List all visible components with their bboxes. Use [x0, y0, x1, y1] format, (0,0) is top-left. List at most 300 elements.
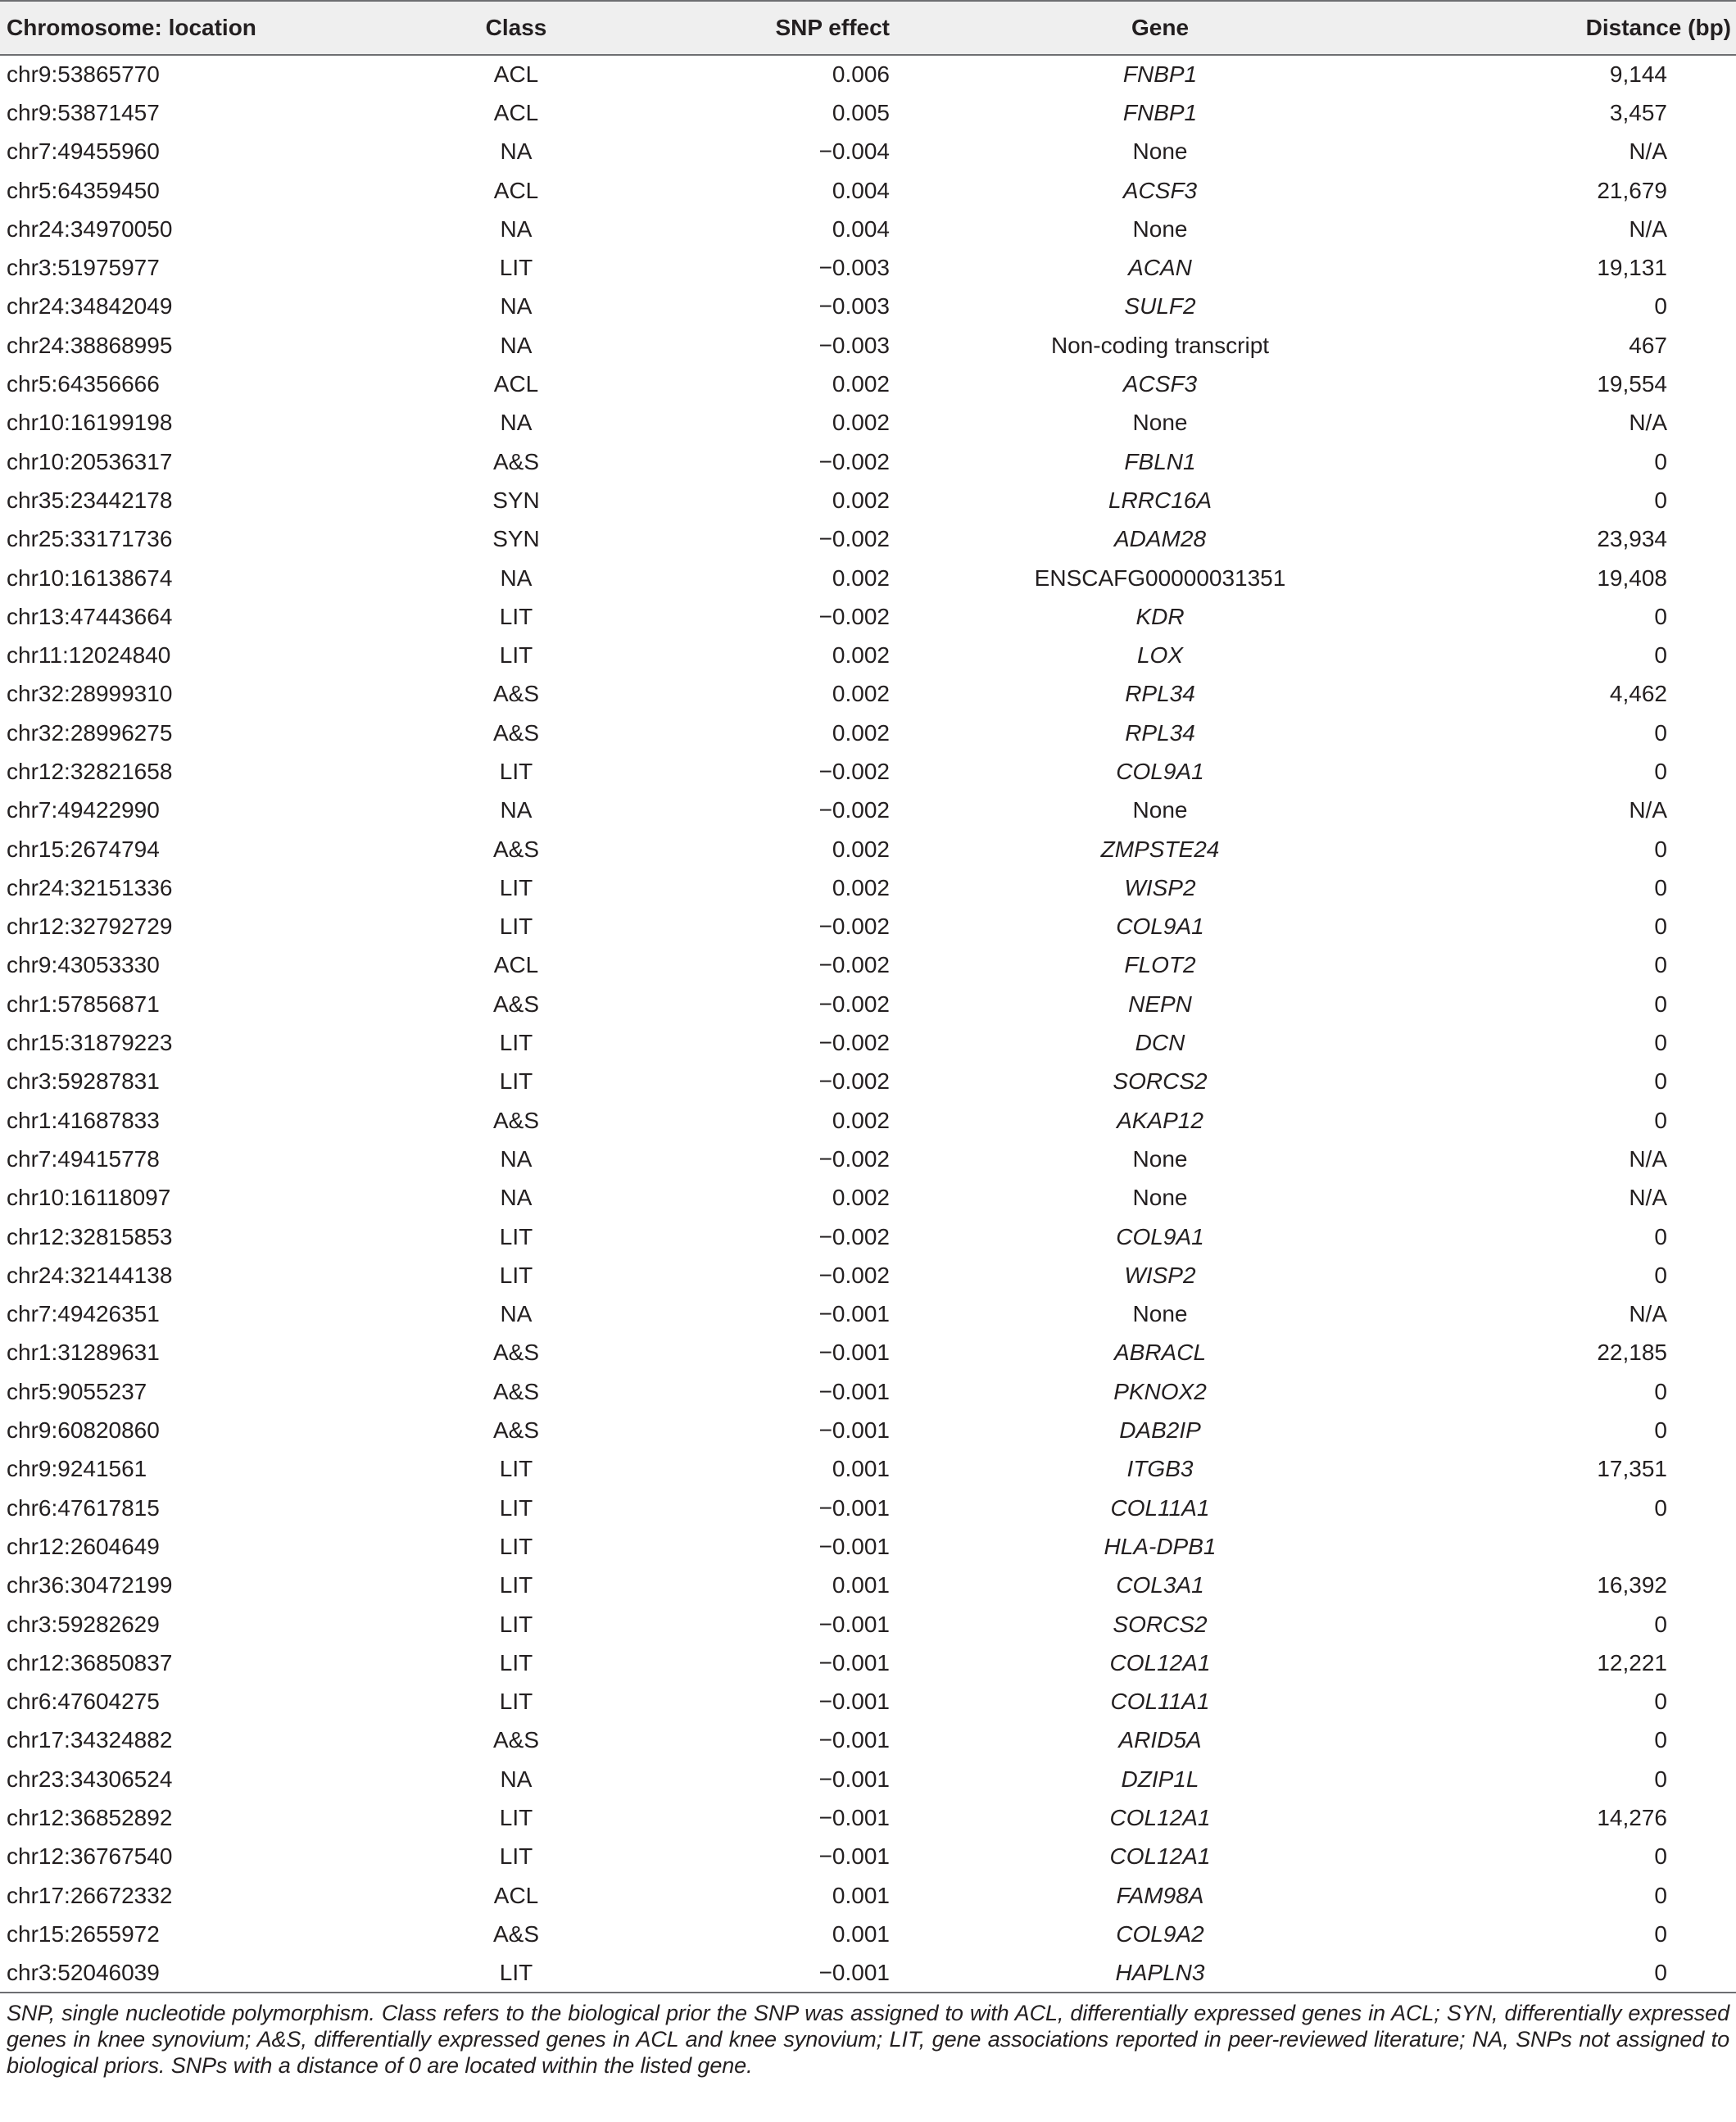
cell-gene: ACAN — [1128, 255, 1192, 281]
cell-gene: SULF2 — [1124, 293, 1196, 320]
table-row — [0, 1101, 1736, 1140]
table-row — [0, 1876, 1736, 1915]
header-snp-effect: SNP effect — [647, 1, 901, 55]
table-row — [0, 752, 1736, 791]
cell-class: SYN — [492, 487, 540, 513]
cell-gene: NEPN — [1128, 991, 1192, 1017]
cell-class: NA — [500, 138, 533, 165]
cell-location: chr9:60820860 — [7, 1417, 160, 1444]
table-row — [0, 133, 1736, 171]
cell-distance: 19,554 — [1597, 371, 1667, 397]
cell-snp-effect: 0.002 — [832, 1185, 890, 1211]
cell-distance: 0 — [1654, 1843, 1667, 1870]
table-row — [0, 1023, 1736, 1062]
cell-gene: COL11A1 — [1110, 1689, 1210, 1715]
cell-gene: Non-coding transcript — [1050, 332, 1270, 358]
cell-class: A&S — [492, 719, 540, 746]
cell-location: chr10:20536317 — [7, 448, 173, 474]
cell-distance: 0 — [1654, 1030, 1667, 1056]
cell-distance: 0 — [1654, 952, 1667, 978]
cell-class: NA — [500, 1185, 533, 1211]
cell-snp-effect: 0.001 — [832, 1882, 890, 1908]
cell-snp-effect: 0.001 — [832, 1920, 890, 1947]
cell-distance: 17,351 — [1597, 1456, 1667, 1482]
cell-gene: COL9A1 — [1116, 1223, 1204, 1249]
cell-class: A&S — [492, 1727, 540, 1753]
table-row — [0, 791, 1736, 830]
table-row — [0, 559, 1736, 597]
table-row — [0, 946, 1736, 985]
cell-distance: 23,934 — [1597, 526, 1667, 552]
cell-gene: ENSCAFG00000031351 — [1034, 565, 1286, 591]
table-row — [0, 985, 1736, 1023]
cell-class: NA — [500, 332, 533, 358]
cell-snp-effect: 0.002 — [832, 874, 890, 900]
cell-class: NA — [500, 1145, 533, 1172]
cell-gene: FNBP1 — [1122, 61, 1198, 88]
cell-snp-effect: −0.002 — [818, 914, 890, 940]
table-row — [0, 520, 1736, 559]
cell-class: LIT — [499, 1223, 533, 1249]
cell-snp-effect: 0.002 — [832, 410, 890, 436]
cell-snp-effect: 0.002 — [832, 371, 890, 397]
table-row — [0, 171, 1736, 210]
cell-distance: 0 — [1654, 1223, 1667, 1249]
cell-location: chr12:32792729 — [7, 914, 173, 940]
cell-snp-effect: −0.003 — [818, 332, 890, 358]
table-row — [0, 1527, 1736, 1566]
cell-snp-effect: 0.001 — [832, 1456, 890, 1482]
cell-distance: 0 — [1654, 758, 1667, 784]
cell-distance: 0 — [1654, 1920, 1667, 1947]
cell-distance: 21,679 — [1597, 177, 1667, 203]
table-row — [0, 326, 1736, 365]
cell-snp-effect: 0.002 — [832, 642, 890, 669]
cell-snp-effect: −0.001 — [818, 1689, 890, 1715]
cell-snp-effect: −0.001 — [818, 1378, 890, 1404]
table-row — [0, 1295, 1736, 1334]
cell-location: chr11:12024840 — [7, 642, 171, 669]
cell-gene: None — [1132, 410, 1188, 436]
cell-gene: None — [1132, 797, 1188, 823]
cell-gene: COL3A1 — [1116, 1572, 1204, 1598]
cell-class: LIT — [499, 1689, 533, 1715]
cell-distance: 16,392 — [1597, 1572, 1667, 1598]
cell-location: chr15:2655972 — [7, 1920, 160, 1947]
cell-snp-effect: −0.001 — [818, 1533, 890, 1559]
table-row — [0, 1179, 1736, 1217]
cell-snp-effect: −0.001 — [818, 1417, 890, 1444]
cell-gene: ABRACL — [1113, 1340, 1207, 1366]
cell-gene: FNBP1 — [1122, 99, 1198, 125]
cell-gene: COL9A2 — [1116, 1920, 1204, 1947]
table-row — [0, 1450, 1736, 1489]
cell-class: A&S — [492, 1340, 540, 1366]
table-row — [0, 93, 1736, 132]
cell-distance: N/A — [1629, 797, 1667, 823]
cell-snp-effect: −0.002 — [818, 952, 890, 978]
cell-distance: 0 — [1654, 1378, 1667, 1404]
cell-gene: ADAM28 — [1113, 526, 1207, 552]
cell-distance: 9,144 — [1609, 61, 1667, 88]
cell-class: LIT — [499, 1068, 533, 1095]
cell-location: chr15:2674794 — [7, 836, 160, 862]
cell-gene: COL11A1 — [1110, 1494, 1210, 1521]
cell-distance: 0 — [1654, 836, 1667, 862]
cell-distance — [1419, 1527, 1736, 1566]
cell-distance: 0 — [1654, 991, 1667, 1017]
cell-distance: N/A — [1629, 410, 1667, 436]
table-row — [0, 908, 1736, 946]
cell-location: chr3:51975977 — [7, 255, 160, 281]
cell-class: ACL — [493, 1882, 539, 1908]
cell-class: LIT — [499, 1030, 533, 1056]
cell-gene: AKAP12 — [1117, 1107, 1203, 1133]
cell-gene: PKNOX2 — [1113, 1378, 1207, 1404]
cell-location: chr7:49422990 — [7, 797, 160, 823]
cell-gene: COL9A1 — [1116, 758, 1204, 784]
header-row — [0, 1, 1736, 55]
cell-distance: 0 — [1654, 1068, 1667, 1095]
cell-distance: 0 — [1654, 448, 1667, 474]
cell-snp-effect: −0.001 — [818, 1301, 890, 1327]
cell-distance: N/A — [1629, 1145, 1667, 1172]
cell-distance: 0 — [1654, 1107, 1667, 1133]
cell-gene: SORCS2 — [1113, 1068, 1208, 1095]
cell-gene: None — [1132, 1185, 1188, 1211]
cell-gene: SORCS2 — [1113, 1611, 1208, 1637]
cell-snp-effect: −0.001 — [818, 1340, 890, 1366]
cell-distance: 22,185 — [1597, 1340, 1667, 1366]
table-row — [0, 714, 1736, 752]
cell-location: chr12:36767540 — [7, 1843, 173, 1870]
cell-gene: None — [1132, 215, 1188, 242]
cell-gene: WISP2 — [1124, 1262, 1196, 1288]
cell-location: chr12:2604649 — [7, 1533, 160, 1559]
cell-class: LIT — [499, 758, 533, 784]
cell-gene: ZMPSTE24 — [1100, 836, 1220, 862]
cell-class: SYN — [492, 526, 540, 552]
cell-distance: 0 — [1654, 1611, 1667, 1637]
cell-snp-effect: −0.002 — [818, 797, 890, 823]
cell-location: chr9:53871457 — [7, 99, 160, 125]
cell-location: chr15:31879223 — [7, 1030, 173, 1056]
cell-distance: 0 — [1654, 1417, 1667, 1444]
cell-distance: 467 — [1629, 332, 1667, 358]
cell-location: chr1:31289631 — [7, 1340, 160, 1366]
header-class: Class — [385, 1, 647, 55]
cell-snp-effect: 0.002 — [832, 681, 890, 707]
cell-class: ACL — [493, 952, 539, 978]
cell-location: chr9:43053330 — [7, 952, 160, 978]
cell-snp-effect: 0.002 — [832, 487, 890, 513]
cell-snp-effect: −0.003 — [818, 293, 890, 320]
cell-class: NA — [500, 410, 533, 436]
cell-snp-effect: 0.001 — [832, 1572, 890, 1598]
cell-snp-effect: −0.002 — [818, 1145, 890, 1172]
cell-snp-effect: −0.001 — [818, 1649, 890, 1675]
cell-distance: N/A — [1629, 215, 1667, 242]
cell-class: LIT — [499, 1494, 533, 1521]
cell-location: chr24:34842049 — [7, 293, 173, 320]
cell-class: A&S — [492, 681, 540, 707]
table-row — [0, 1915, 1736, 1953]
cell-location: chr7:49426351 — [7, 1301, 160, 1327]
table-row — [0, 1798, 1736, 1837]
cell-class: LIT — [499, 1456, 533, 1482]
header-gene: Gene — [901, 1, 1419, 55]
table-row — [0, 481, 1736, 519]
cell-class: ACL — [493, 371, 539, 397]
cell-location: chr24:32144138 — [7, 1262, 173, 1288]
cell-class: A&S — [492, 1107, 540, 1133]
cell-distance: N/A — [1629, 1301, 1667, 1327]
cell-class: NA — [500, 215, 533, 242]
table-row — [0, 1334, 1736, 1372]
cell-location: chr35:23442178 — [7, 487, 173, 513]
cell-distance: 0 — [1654, 874, 1667, 900]
cell-distance: 3,457 — [1609, 99, 1667, 125]
table-row — [0, 1644, 1736, 1682]
table-row — [0, 1256, 1736, 1295]
table-row — [0, 1567, 1736, 1605]
cell-location: chr12:36852892 — [7, 1805, 173, 1830]
cell-location: chr17:26672332 — [7, 1882, 173, 1908]
cell-gene: KDR — [1135, 603, 1185, 629]
cell-location: chr5:9055237 — [7, 1378, 147, 1404]
table-row — [0, 1063, 1736, 1101]
cell-snp-effect: −0.002 — [818, 448, 890, 474]
table-row — [0, 365, 1736, 403]
table-row — [0, 868, 1736, 907]
cell-snp-effect: −0.001 — [647, 1954, 901, 1993]
cell-snp-effect: −0.001 — [818, 1805, 890, 1830]
table-row — [0, 675, 1736, 714]
cell-class: LIT — [499, 1533, 533, 1559]
cell-location: chr12:32815853 — [7, 1223, 173, 1249]
cell-snp-effect: −0.002 — [818, 1223, 890, 1249]
cell-snp-effect: 0.006 — [832, 61, 890, 88]
cell-class: NA — [500, 565, 533, 591]
cell-distance: 0 — [1654, 1262, 1667, 1288]
cell-class: LIT — [499, 1649, 533, 1675]
header-location: Chromosome: location — [0, 1, 385, 55]
cell-gene: RPL34 — [1125, 719, 1195, 746]
cell-gene: ARID5A — [1118, 1727, 1202, 1753]
cell-class: A&S — [492, 1378, 540, 1404]
cell-location: chr13:47443664 — [7, 603, 173, 629]
cell-class: A&S — [492, 836, 540, 862]
cell-location: chr32:28999310 — [7, 681, 173, 707]
cell-class: LIT — [499, 1843, 533, 1870]
cell-distance: 0 — [1654, 1766, 1667, 1792]
cell-class: LIT — [499, 603, 533, 629]
cell-location: chr36:30472199 — [7, 1572, 173, 1598]
cell-class: NA — [500, 1766, 533, 1792]
table-row — [0, 288, 1736, 326]
table-row — [0, 1954, 1736, 1993]
cell-distance: 12,221 — [1597, 1649, 1667, 1675]
header-distance: Distance (bp) — [1419, 1, 1736, 55]
cell-class: LIT — [499, 914, 533, 940]
table-row — [0, 1372, 1736, 1411]
cell-snp-effect: −0.002 — [818, 991, 890, 1017]
cell-distance: 0 — [1654, 1882, 1667, 1908]
cell-gene: DAB2IP — [1119, 1417, 1201, 1444]
table-row — [0, 1411, 1736, 1449]
cell-gene: COL12A1 — [1109, 1805, 1211, 1830]
cell-gene: LRRC16A — [1108, 487, 1212, 513]
cell-class: LIT — [499, 874, 533, 900]
cell-snp-effect: −0.002 — [818, 603, 890, 629]
cell-class: LIT — [385, 1954, 647, 1993]
cell-gene: DCN — [1135, 1030, 1185, 1056]
cell-gene: FAM98A — [1116, 1882, 1204, 1908]
cell-class: A&S — [492, 991, 540, 1017]
cell-class: NA — [500, 1301, 533, 1327]
cell-snp-effect: 0.002 — [832, 719, 890, 746]
table-header — [0, 1, 1736, 55]
cell-distance: 0 — [1654, 487, 1667, 513]
cell-snp-effect: −0.004 — [818, 138, 890, 165]
cell-snp-effect: −0.001 — [818, 1843, 890, 1870]
cell-snp-effect: −0.002 — [818, 1262, 890, 1288]
cell-location: chr5:64359450 — [7, 177, 160, 203]
cell-distance: 4,462 — [1609, 681, 1667, 707]
cell-snp-effect: 0.005 — [832, 99, 890, 125]
cell-gene: ACSF3 — [1122, 371, 1198, 397]
cell-location: chr10:16118097 — [7, 1185, 171, 1211]
cell-location: chr7:49415778 — [7, 1145, 160, 1172]
cell-distance: 0 — [1654, 719, 1667, 746]
table-row — [0, 597, 1736, 636]
cell-snp-effect: 0.002 — [832, 836, 890, 862]
cell-class: ACL — [493, 99, 539, 125]
cell-gene: COL9A1 — [1116, 914, 1204, 940]
cell-location: chr24:34970050 — [7, 215, 173, 242]
cell-class: NA — [500, 797, 533, 823]
cell-distance: N/A — [1629, 1185, 1667, 1211]
cell-snp-effect: −0.002 — [818, 758, 890, 784]
cell-location: chr7:49455960 — [7, 138, 160, 165]
cell-location: chr1:57856871 — [7, 991, 160, 1017]
cell-gene: ACSF3 — [1122, 177, 1198, 203]
cell-snp-effect: 0.004 — [832, 215, 890, 242]
cell-snp-effect: −0.001 — [818, 1611, 890, 1637]
cell-class: A&S — [492, 448, 540, 474]
cell-gene: ITGB3 — [1126, 1456, 1194, 1482]
cell-gene: None — [1132, 1145, 1188, 1172]
cell-distance: N/A — [1629, 138, 1667, 165]
cell-location: chr23:34306524 — [7, 1766, 173, 1792]
table-row — [0, 1605, 1736, 1644]
cell-location: chr17:34324882 — [7, 1727, 173, 1753]
cell-class: LIT — [499, 1262, 533, 1288]
cell-class: A&S — [492, 1920, 540, 1947]
cell-distance: 19,408 — [1597, 565, 1667, 591]
cell-location: chr9:9241561 — [7, 1456, 147, 1482]
cell-distance: 0 — [1654, 1727, 1667, 1753]
cell-class: LIT — [499, 1611, 533, 1637]
cell-distance: 0 — [1654, 603, 1667, 629]
table-row — [0, 404, 1736, 442]
table-row — [0, 1217, 1736, 1256]
cell-location: chr5:64356666 — [7, 371, 160, 397]
cell-class: LIT — [499, 642, 533, 669]
table-row — [0, 442, 1736, 481]
cell-gene: HAPLN3 — [901, 1954, 1419, 1993]
cell-class: LIT — [499, 255, 533, 281]
cell-class: A&S — [492, 1417, 540, 1444]
cell-gene: COL12A1 — [1109, 1649, 1211, 1675]
table-row — [0, 55, 1736, 93]
table-row — [0, 210, 1736, 248]
table-row — [0, 830, 1736, 868]
cell-location: chr3:59287831 — [7, 1068, 160, 1095]
cell-snp-effect: −0.001 — [818, 1766, 890, 1792]
cell-distance: 19,131 — [1597, 255, 1667, 281]
cell-gene: LOX — [1136, 642, 1184, 669]
cell-distance: 0 — [1654, 1689, 1667, 1715]
table-body — [0, 55, 1736, 1993]
table-row — [0, 636, 1736, 674]
cell-class: ACL — [493, 61, 539, 88]
cell-distance: 0 — [1654, 914, 1667, 940]
cell-snp-effect: 0.002 — [832, 1107, 890, 1133]
cell-snp-effect: −0.002 — [818, 1030, 890, 1056]
cell-gene: None — [1132, 1301, 1188, 1327]
cell-snp-effect: −0.001 — [818, 1727, 890, 1753]
cell-gene: WISP2 — [1124, 874, 1196, 900]
cell-location: chr32:28996275 — [7, 719, 173, 746]
cell-class: LIT — [499, 1572, 533, 1598]
cell-gene: None — [1132, 138, 1188, 165]
table-row — [0, 1838, 1736, 1876]
cell-location: chr10:16138674 — [7, 565, 173, 591]
cell-location: chr1:41687833 — [7, 1107, 160, 1133]
cell-snp-effect: 0.004 — [832, 177, 890, 203]
cell-location: chr3:59282629 — [7, 1611, 160, 1637]
cell-location: chr9:53865770 — [7, 61, 160, 88]
cell-gene: FBLN1 — [1124, 448, 1196, 474]
cell-location: chr6:47604275 — [7, 1689, 160, 1715]
cell-location: chr25:33171736 — [7, 526, 173, 552]
cell-gene: FLOT2 — [1124, 952, 1196, 978]
cell-distance: 14,276 — [1597, 1805, 1667, 1830]
cell-location: chr12:32821658 — [7, 758, 173, 784]
cell-gene: COL12A1 — [1109, 1843, 1211, 1870]
table-row — [0, 1682, 1736, 1721]
cell-distance: 0 — [1654, 642, 1667, 669]
cell-distance: 0 — [1419, 1954, 1736, 1993]
cell-snp-effect: −0.003 — [818, 255, 890, 281]
cell-distance: 0 — [1654, 1494, 1667, 1521]
cell-gene: RPL34 — [1125, 681, 1195, 707]
table-row — [0, 1721, 1736, 1760]
cell-gene: DZIP1L — [1121, 1766, 1199, 1792]
cell-location: chr10:16199198 — [7, 410, 173, 436]
cell-gene: HLA-DPB1 — [1104, 1533, 1217, 1559]
cell-location: chr12:36850837 — [7, 1649, 173, 1675]
cell-class: NA — [500, 293, 533, 320]
table-row — [0, 1760, 1736, 1798]
cell-location: chr3:52046039 — [0, 1954, 385, 1993]
cell-location: chr6:47617815 — [7, 1494, 160, 1521]
cell-snp-effect: 0.002 — [832, 565, 890, 591]
table-row — [0, 248, 1736, 287]
cell-class: ACL — [493, 177, 539, 203]
cell-class: LIT — [499, 1805, 533, 1830]
